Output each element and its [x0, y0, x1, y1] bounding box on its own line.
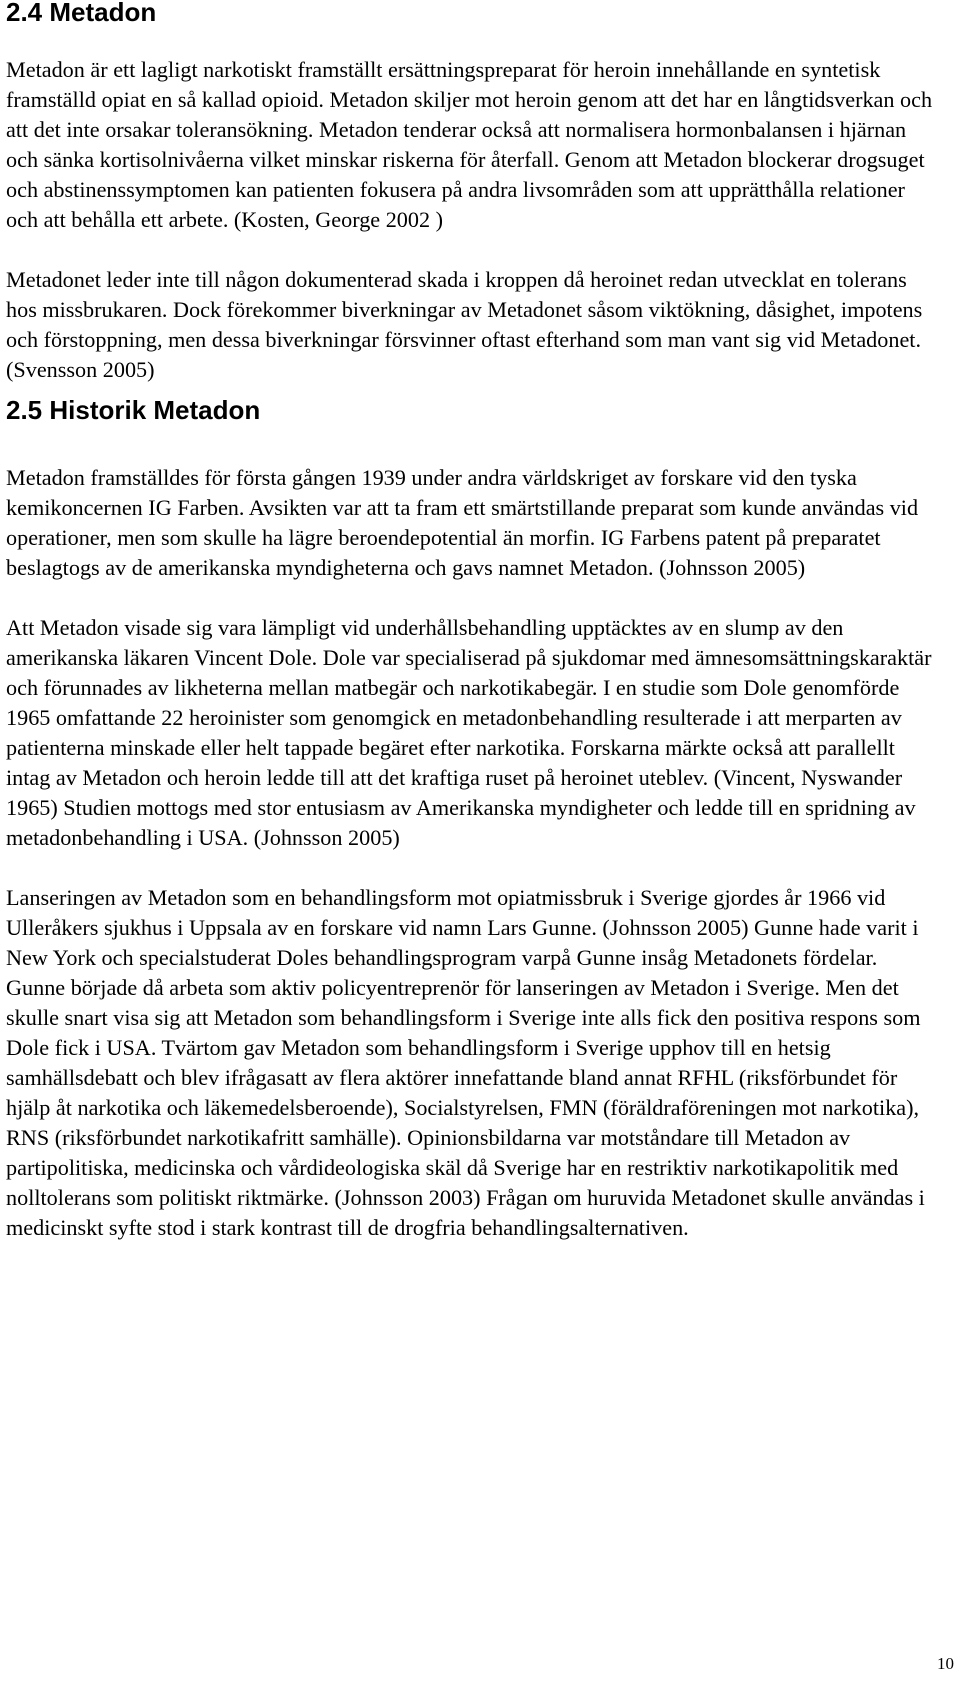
section-heading-metadon: 2.4 Metadon: [6, 0, 157, 27]
paragraph-historik-dole: Att Metadon visade sig vara lämpligt vid underhållsbehandling upptäcktes av en slump av den amerikanska läkaren Vincent Dole. Dole var specialiserad på sjukdomar med ämnesomsättningskaraktär och förunnades av likheterna mellan matbegär och narkotikabegär. I en studie som Dole genomförde 1965 omfattande 22 heroinister som genomgick en metadonbehandling resulterade i att merparten av patienterna minskade eller helt tappade begäret efter narkotika. Forskarna märkte också att parallellt intag av Metadon och heroin ledde till att det kraftiga ruset på heroinet uteblev. (Vincent, Nyswander 1965) Studien mottogs med stor entusiasm av Amerikanska myndigheter och ledde till en spridning av metadonbehandling i USA. (Johnsson 2005): [6, 615, 932, 850]
page-number: 10: [937, 1654, 954, 1673]
paragraph-metadon-intro: Metadon är ett lagligt narkotiskt framställt ersättningspreparat för heroin innehållande en syntetisk framställd opiat en så kallad opioid. Metadon skiljer mot heroin genom att det har en långtidsverkan och att det inte orsakar toleransökning. Metadon tenderar också att normalisera hormonbalansen i hjärnan och sänka kortisolnivåerna vilket minskar riskerna för återfall. Genom att Metadon blockerar drogsuget och abstinenssymptomen kan patienten fokusera på andra livsområden som att upprätthålla relationer och att behålla ett arbete. (Kosten, George 2002 ): [6, 57, 933, 232]
paragraph-metadon-side-effects: Metadonet leder inte till någon dokumenterad skada i kroppen då heroinet redan utvecklat en tolerans hos missbrukaren. Dock förekommer biverkningar av Metadonet såsom viktökning, dåsighet, impotens och förstoppning, men dessa biverkningar försvinner oftast efterhand som man vant sig vid Metadonet. (Svensson 2005): [6, 267, 923, 382]
paragraph-historik-sweden: Lanseringen av Metadon som en behandlingsform mot opiatmissbruk i Sverige gjordes år 1966 vid Ulleråkers sjukhus i Uppsala av en forskare vid namn Lars Gunne. (Johnsson 2005) Gunne hade varit i New York och specialstuderat Doles behandlingsprogram varpå Gunne insåg Metadonets fördelar. Gunne började då arbeta som aktiv policyentreprenör för lanseringen av Metadon i Sverige. Men det skulle snart visa sig att Metadon som behandlingsform i Sverige inte alls fick den positiva respons som Dole fick i USA. Tvärtom gav Metadon som behandlingsform i Sverige upphov till en hetsig samhällsdebatt och blev ifrågasatt av flera aktörer innefattande bland annat RFHL (riksförbundet för hjälp åt narkotika och läkemedelsberoende), Socialstyrelsen, FMN (föräldraföreningen mot narkotika), RNS (riksförbundet narkotikafritt samhälle). Opinionsbildarna var motståndare till Metadon av partipolitiska, medicinska och vårdideologiska skäl då Sverige har en restriktiv narkotikapolitik med nolltolerans som politiskt riktmärke. (Johnsson 2003) Frågan om huruvida Metadonet skulle användas i medicinskt syfte stod i stark kontrast till de drogfria behandlingsalternativen.: [6, 885, 925, 1240]
paragraph-historik-origin: Metadon framställdes för första gången 1939 under andra världskriget av forskare vid den tyska kemikoncernen IG Farben. Avsikten var att ta fram ett smärtstillande preparat som kunde användas vid operationer, men som skulle ha lägre beroendepotential än morfin. IG Farbens patent på preparatet beslagtogs av de amerikanska myndigheterna och gavs namnet Metadon. (Johnsson 2005): [6, 465, 919, 580]
section-heading-historik: 2.5 Historik Metadon: [6, 395, 261, 425]
document-page: [6, 0, 946, 1243]
